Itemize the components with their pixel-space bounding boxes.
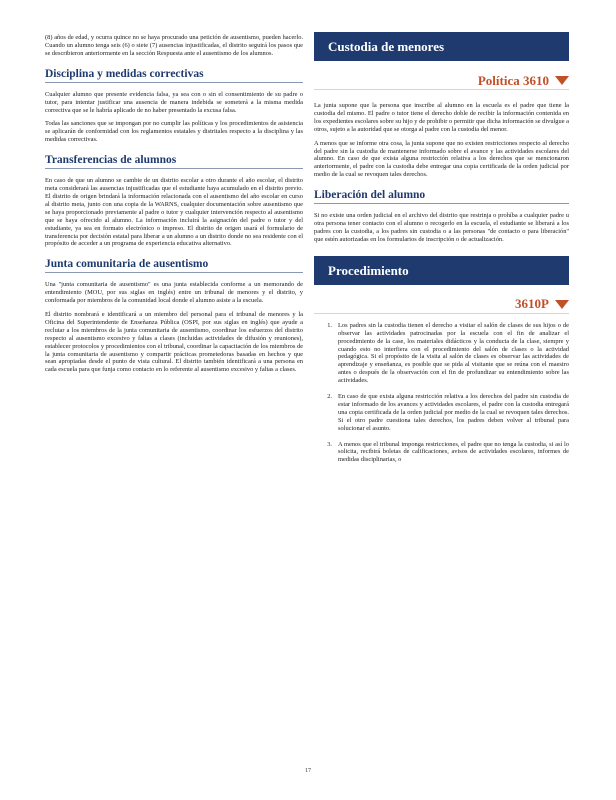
section-title-student-release: Liberación del alumno bbox=[314, 189, 569, 204]
left-column bbox=[45, 34, 303, 380]
policy-label-row bbox=[314, 72, 569, 90]
community-board-paragraph-2: El distrito nombrará e identificará a un miembro del personal para el tribunal de menores y la Oficina del Superintendente de Enseñanza Pública (OSPI, por sus siglas en inglés) que ayude a reclutar a los miembros de la junta comunitaria de ausentismo, coordinar los esfuerzos del distrito respecto al ausentismo excesivo y faltas a clases (incluidas actividades de difusión y reuniones), establecer protocolos y procedimientos con el tribunal, coordinar la capacitación de los miembros de la junta comunitaria de ausentismo y compartir prácticas prometedoras basadas en hechos y que sean apropiadas desde el punto de vista cultural. El distrito también identificará a una persona en cada escuela para que funja como contacto en lo referente al ausentismo excesivo y faltas a clases. bbox=[45, 311, 303, 374]
custody-paragraph-1: La junta supone que la persona que inscribe al alumno en la escuela es el padre que tiene la custodia del mismo. El padre o tutor tiene el derecho doble de recibir la información contenida en los expedientes escolares sobre su hijo y de prohibir o permitir que dicha información se divulgue a otros, sujeto a la autoridad que se otorga al padre con la custodia del menor. bbox=[314, 102, 569, 133]
section-title-discipline: Disciplina y medidas correctivas bbox=[45, 68, 303, 83]
right-column bbox=[314, 32, 569, 472]
discipline-paragraph-1: Cualquier alumno que presente evidencia falsa, ya sea con o sin el consentimiento de su padre o tutor, para intentar justificar una ausencia de manera indebida se someterá a la misma medida correctiva que se le habría aplicado de no haber presentado la excusa falsa. bbox=[45, 90, 303, 114]
list-item-text: A menos que el tribunal imponga restricciones, el padre que no tenga la custodia, si así lo solicita, recibirá boletas de calificaciones, avisos de actividades escolares, informes de medidas disciplinarias, o bbox=[338, 440, 569, 464]
list-item-number: 2. bbox=[327, 393, 332, 401]
list-item-text: En caso de que exista alguna restricción relativa a los derechos del padre sin custodia de estar informado de los avances y actividades escolares, el padre con la custodia entregará una copia certificada de la orden judicial por medio de la cual se revoquen tales derechos. Si el otro padre cuestiona tales derechos, los padres deben volver al tribunal para solucionar el asunto. bbox=[338, 393, 569, 432]
procedure-label-row bbox=[314, 296, 569, 314]
procedure-label: 3610P bbox=[515, 296, 549, 312]
procedure-list bbox=[314, 322, 569, 465]
custody-paragraph-2: A menos que se informe otra cosa, la junta supone que no existen restricciones respecto al derecho del padre sin la custodia de mantenerse informado sobre el avance y las actividades escolares del alumno. En caso de que exista alguna restricción relativa a los derechos que se mencionaron anteriormente, el padre con la custodia debe entregar una copia certificada de la orden judicial por medio de la cual se revoquen tales derechos. bbox=[314, 139, 569, 179]
triangle-down-icon bbox=[555, 76, 569, 85]
policy-label: Política 3610 bbox=[477, 72, 549, 88]
discipline-paragraph-2: Todas las sanciones que se impongan por no cumplir las políticas y los procedimientos de asistencia se aplicarán de conformidad con los reglamentos estatales y distritales respecto a la disciplina y las medidas correctivas. bbox=[45, 120, 303, 144]
list-item-text: Los padres sin la custodia tienen el derecho a visitar el salón de clases de sus hijos o de observar las actividades patrocinadas por la escuela con el fin de analizar el procedimiento de la case, los materiales didácticos y la conducta de la clase, siempre y cuando esto no interfiera con el procedimiento del salón de clases o la actividad pedagógica. Si el propósito de la visita al salón de clases es observar las actividades de aprendizaje y enseñanza, es posible que se pida al visitante que se reúna con el maestro antes o después de la observación con el fin de profundizar su entendimiento sobre las actividades. bbox=[338, 321, 569, 385]
transfers-paragraph: En caso de que un alumno se cambie de un distrito escolar a otro durante el año escolar, el distrito meta considerará las ausencias injustificadas que el estudiante haya acumulado en el distrito previo. El distrito de origen brindará la información relacionada con el ausentismo del año escolar en curso al distrito meta, junto con una copia de la WARNS, cualquier documentación sobre ausentismo que se haya proporcionado previamente al padre o tutor y cualquier intervención respecto al ausentismo que se haya ofrecido al alumno. La información incluirá la asignación del padre o tutor y del estudiante, ya sea en formato electrónico o impreso. El distrito de origen usará el formulario de transferencia por decisión estatal para liberar a un alumno a un distrito donde no sea residente con el propósito de acceder a un programa de experiencia educativa alternativo. bbox=[45, 177, 303, 248]
banner-procedure: Procedimiento bbox=[314, 256, 569, 285]
community-board-paragraph-1: Una "junta comunitaria de ausentismo" es una junta establecida conforme a un memorando de entendimiento (MOU, por sus siglas en inglés) entre un tribunal de menores y el distrito, y conformada por miembros de la comunidad local donde el alumno asiste a la escuela. bbox=[45, 281, 303, 305]
page-number: 17 bbox=[305, 768, 311, 774]
banner-custody: Custodia de menores bbox=[314, 32, 569, 61]
list-item bbox=[314, 393, 569, 433]
list-item-number: 1. bbox=[327, 321, 332, 329]
intro-paragraph: (8) años de edad, y ocurra quince no se haya procurado una petición de ausentismo, pueden hacerlo. Cuando un alumno tenga seis (6) o siete (7) ausencias injustificadas, el distrito seguirá los pasos que se describieron anteriormente en la sección Respuesta ante el ausentismo de los alumnos. bbox=[45, 34, 303, 57]
list-item bbox=[314, 441, 569, 465]
triangle-down-icon bbox=[555, 300, 569, 309]
list-item bbox=[314, 322, 569, 385]
section-title-transfers: Transferencias de alumnos bbox=[45, 154, 303, 169]
release-paragraph: Si no existe una orden judicial en el archivo del distrito que restrinja o prohíba a cualquier padre u otra persona tener contacto con el alumno o recogerlo en la escuela, el estudiante se liberará a los padres con la custodia, a los padres sin custodia o a las personas "de contacto o para liberación" que estén autorizadas en los formularios de inscripción o de actualización. bbox=[314, 212, 569, 243]
list-item-number: 3. bbox=[327, 440, 332, 448]
section-title-community-board: Junta comunitaria de ausentismo bbox=[45, 258, 303, 273]
